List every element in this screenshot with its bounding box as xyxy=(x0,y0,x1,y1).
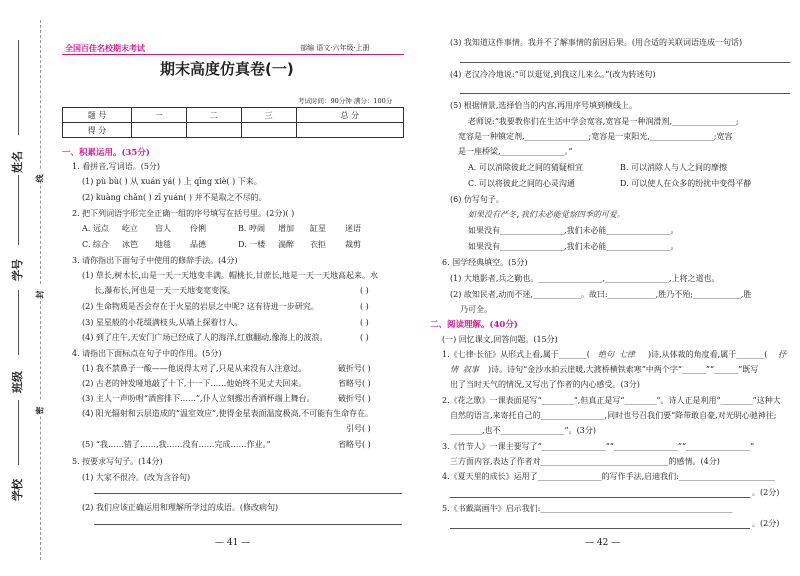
s2-q1-handwriting-2: 抒 xyxy=(778,350,786,359)
q5: 5. 按要求写句子。(14分) xyxy=(72,457,163,466)
r5-option-c: C. 可以将彼此之间的心灵沟通 xyxy=(468,179,575,188)
q4-1: (1) 我不禁鼻子一酸——他说得太对了,只是从来没有人注意过。 xyxy=(82,364,307,373)
q3-1b: 长,瀑布长,河也是一天一天地变宽变深。 xyxy=(94,286,236,295)
s2-q4-score: 。(2分) xyxy=(752,488,780,497)
page-number-left: — 41 — xyxy=(215,538,251,548)
q2-option: 地毯 xyxy=(155,240,171,249)
s2-q1a2: )诗,从体裁的角度看,属于_______( xyxy=(648,350,768,359)
r5-b: 宽容是一种镇定剂,________________;宽容是一束阳光,________________;宽容 xyxy=(458,132,733,141)
brand-label: 全国百佳名校期末考试 xyxy=(65,43,145,53)
seal-line-mark: 线 xyxy=(35,169,46,183)
right-page xyxy=(420,0,800,576)
student-number-label: 学号 xyxy=(11,259,24,281)
score-row-label: 得 分 xyxy=(63,123,132,138)
q4-4: (4) 阳光辐射和云层造成的“温室效应”,使得金星表面温度极高,不可能有生命存在。 xyxy=(82,409,374,418)
q2-option: 裁剪 xyxy=(345,240,361,249)
q1-2: (2) kuàng chǎn( ) zī yuán( ) 并不是取之不尽的。 xyxy=(82,193,267,202)
s2-q4-answer-line[interactable] xyxy=(450,497,750,498)
q4-2: (2) 古老的钟发哑地敲了十下,十一下……他始终不见丈夫回来。 xyxy=(82,379,307,388)
s2-q5-answer-line[interactable] xyxy=(450,528,750,529)
r6-2: 如果没有________________,我们未必能________________。 xyxy=(468,242,679,251)
q4-4-answer[interactable]: 引号( ) xyxy=(346,424,371,433)
q1: 1. 看拼音,写词语。(5分) xyxy=(72,162,161,171)
r7: 6. 国学经典填空。(5分) xyxy=(442,258,528,267)
q3-4-answer[interactable]: ( ) xyxy=(360,333,369,342)
s2-q1-handwriting-3: 情 叙事 xyxy=(450,365,479,374)
r6-example: 如果没有严冬,我们未必能觉察四季的可爱。 xyxy=(468,210,625,219)
class-label: 班级 xyxy=(11,371,24,393)
score-table xyxy=(62,107,404,138)
q2-option: 衣拒 xyxy=(310,240,326,249)
r5-option-a: A. 可以消除彼此之间的猜疑相宜 xyxy=(468,163,583,172)
q2-option: 伶俐 xyxy=(190,224,206,233)
r7-1: (1) 大地影者,兵之勤也。________________,________________,上将之道也。 xyxy=(450,274,720,283)
score-header-cell: 二 xyxy=(186,108,241,123)
q3-3: (3) 星星般的小花缀满枝头,从墙上探着行人。 xyxy=(82,318,243,327)
q3: 3. 请你指出下面句子中使用的修辞手法。(4分) xyxy=(72,256,238,265)
score-header-cell: 三 xyxy=(241,108,296,123)
q4-3: (3) 主人一声吩咐“酒窖排下……”,仆人立刻搬出香酒杯端上舞台。 xyxy=(82,394,315,403)
score-header-cell: 总 分 xyxy=(296,108,403,123)
q2: 2. 把下列词语字形完全正确一组的序号填写在括号里。(2分)( ) xyxy=(72,209,295,218)
q4-5: (5) “我……错了……,我……没有……完成……作业。” xyxy=(82,440,271,449)
q2-option: 增加 xyxy=(278,224,294,233)
score-header-cell: 一 xyxy=(132,108,187,123)
q2-option: C. 综合 xyxy=(82,240,109,249)
s2-q1c: 出了当时天气的情况,又写出了作者的内心感受。(3分) xyxy=(450,380,640,389)
s2-intro: (一) 回忆课文,回答问题。(15分) xyxy=(442,335,558,344)
q4-2-answer[interactable]: 省略号( ) xyxy=(338,379,371,388)
exam-time-info: 考试时间：90分钟 满分：100分 xyxy=(298,97,393,105)
page-number-right: — 42 — xyxy=(585,538,621,548)
s2-q4: 4.《夏天里的成长》运用了________________的写作手法,启迪我们:________________________ xyxy=(442,472,775,481)
r3-answer-line[interactable] xyxy=(460,62,790,63)
r5-c: 是一座桥梁,________________。” xyxy=(458,147,573,156)
r7-2: (2) 故知民者,动而不迷,____________。故曰:____________,胜乃不殆;____________,胜 xyxy=(450,290,752,299)
q5-2-answer-line[interactable] xyxy=(94,524,402,525)
r3: (3) 我知道这件事情。我并不了解事情的前因后果。(用合适的关联词语连成一句话) xyxy=(450,38,743,47)
name-label: 姓名 xyxy=(11,151,24,173)
r5-option-b: B. 可以消除人与人之间的摩擦 xyxy=(620,163,727,172)
score-cell[interactable] xyxy=(296,123,403,138)
r5-a: 老师说:“我要教你们在生活中学会宽容,宽容是一种润滑剂,________________; xyxy=(468,117,739,126)
r6-1: 如果没有________________,我们未必能________________。 xyxy=(468,226,679,235)
q3-1a: (1) 草长,树木长,山是一天一天地变丰满。帽桃长,甘蔗长,地是一天一天地高起来。水 xyxy=(82,271,379,280)
title-bar-line xyxy=(62,54,404,55)
s2-q5: 5.《书戴嵩画牛》启示我们:________________________________________________ xyxy=(442,504,733,513)
score-cell[interactable] xyxy=(132,123,187,138)
q2-option: 缸星 xyxy=(310,224,326,233)
s2-q3a: 3.《竹节人》一课主要写了“________________”“________________”“________________” xyxy=(442,442,755,451)
q3-3-answer[interactable]: ( ) xyxy=(360,318,369,327)
r5-option-d: D. 可以使人在众多的纷扰中变得平静 xyxy=(620,179,752,188)
q2-option: B. 哼闹 xyxy=(238,224,265,233)
r7-3: 乃可全。 xyxy=(460,305,492,314)
s2-q2c: ________,也不________________”。(3分) xyxy=(450,426,596,435)
score-header-cell: 题 号 xyxy=(63,108,132,123)
s2-q3b: 三方面内容,表达了作者对________________________________的感情。(4分) xyxy=(450,457,720,466)
section-2-heading: 二、阅读理解。(40分) xyxy=(430,320,518,330)
section-1-heading: 一、积累运用。(35分) xyxy=(62,148,150,158)
q4-3-answer[interactable]: 破折号( ) xyxy=(338,394,371,403)
q3-2-answer[interactable]: ( ) xyxy=(360,302,369,311)
score-cell[interactable] xyxy=(241,123,296,138)
page-title: 期末高度仿真卷(一) xyxy=(160,60,294,78)
r5: (5) 根据情景,选择恰当的内容,再用序号填到横线上。 xyxy=(450,101,637,110)
q2-option: 盲人 xyxy=(155,224,171,233)
r6: (6) 仿写句子。 xyxy=(450,195,504,204)
q2-option: 湍醉 xyxy=(278,240,294,249)
seal-close-mark: 密 xyxy=(35,401,46,415)
q5-1: (1) 大家不很冷。(改为含谷句) xyxy=(82,473,191,482)
s2-q2a: 2.《花之歌》一课表面是写“________”,但真正是写“________”。诗人正是利用“________”这种大 xyxy=(442,396,781,405)
q2-option: 迷语 xyxy=(345,224,361,233)
q2-option: 品德 xyxy=(190,240,206,249)
q3-1-answer[interactable]: ( ) xyxy=(360,286,369,295)
score-cell[interactable] xyxy=(186,123,241,138)
r4: (4) 老汉冷冷地说:“可以逛觉,到我这儿来么。”(改为转述句) xyxy=(450,70,656,79)
seal-fold-mark: 封 xyxy=(35,285,46,299)
s2-q1-handwriting: 绝句 七律 xyxy=(598,350,635,359)
q2-option: A. 远点 xyxy=(82,224,109,233)
q5-1-answer-line[interactable] xyxy=(94,493,402,494)
q3-2: (2) 生命物质是否会存在于火星的岩层之中呢? 这有待进一步研究。 xyxy=(82,302,319,311)
q4-1-answer[interactable]: 破折号( ) xyxy=(338,364,371,373)
q4: 4. 请指出下面标点在句子中的作用。(5分) xyxy=(72,349,222,358)
q2-option: 冰笆 xyxy=(122,240,138,249)
school-label: 学校 xyxy=(11,479,24,501)
q3-4: (4) 到了庄午,天安门广场已经成了人的海洋,红旗翻动,像海上的波浪。 xyxy=(82,333,328,342)
s2-q1b: )诗。诗句“金沙水拍云崖暖,大渡桥横铁索寒”中两个字“______”“______”既写 xyxy=(488,365,759,374)
s2-q1a: 1.《七律·长征》从形式上看,属于_______( xyxy=(442,350,590,359)
q1-1: (1) pù bù( ) 从 xuán yá( ) 上 qīng xiè( ) 下来。 xyxy=(82,177,262,186)
edition-label: 部编 语文·六年级·上册 xyxy=(300,44,370,52)
s2-q2b: 自然的语言,来寄托自己的________________,同时也号召我们要“降带敢自豪,对光明心驰神往; xyxy=(450,411,777,420)
q2-option: 屹立 xyxy=(122,224,138,233)
q5-2: (2) 我们应该正确运用和理解所学过的成语。(修改病句) xyxy=(82,503,279,512)
s2-q5-score: 。(2分) xyxy=(752,519,780,528)
q2-option: D. 一楼 xyxy=(238,240,266,249)
r4-answer-line[interactable] xyxy=(460,93,790,94)
q4-5-answer[interactable]: 省略号( ) xyxy=(338,440,371,449)
